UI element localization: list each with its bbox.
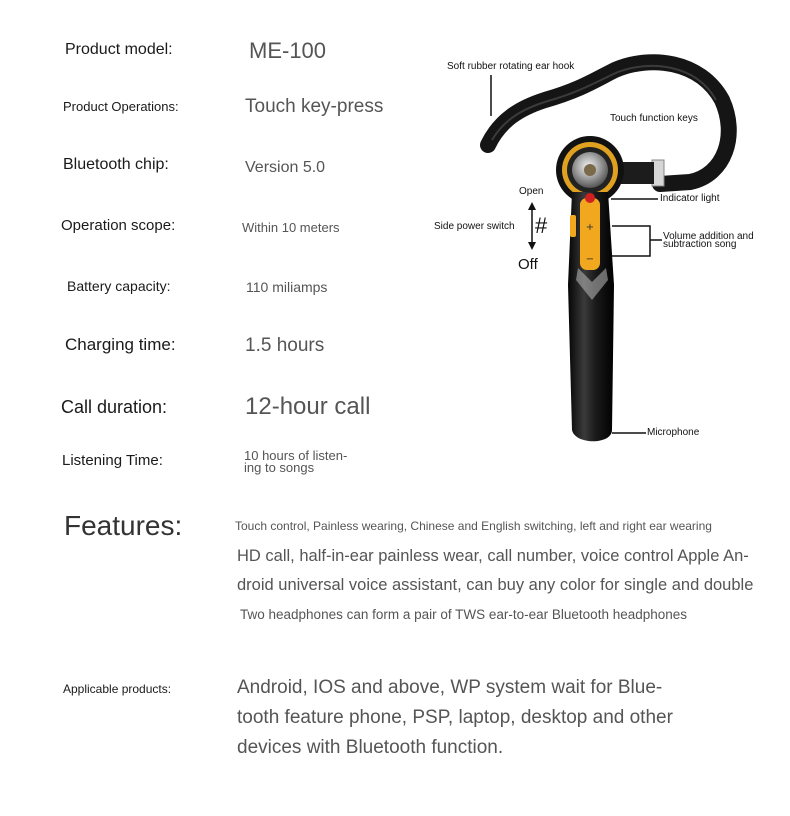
spec-label-call-duration: Call duration: bbox=[61, 397, 168, 417]
spec-value-battery: 110 miliamps bbox=[246, 279, 328, 295]
features-line-4: Two headphones can form a pair of TWS ear-to-ear Bluetooth headphones bbox=[240, 607, 688, 622]
svg-text:−: − bbox=[585, 254, 595, 265]
spec-value-call-duration: 12-hour call bbox=[245, 393, 371, 420]
spec-value-listening-line1: 10 hours of listen- bbox=[244, 448, 348, 463]
callout-side-switch: Side power switch bbox=[434, 221, 515, 232]
callout-ear-hook: Soft rubber rotating ear hook bbox=[447, 61, 575, 72]
spec-value-model: ME-100 bbox=[249, 38, 327, 63]
spec-value-charging: 1.5 hours bbox=[245, 335, 325, 356]
callout-hash: # bbox=[535, 213, 548, 238]
spec-label-listening: Listening Time: bbox=[62, 452, 163, 469]
features-line-3: droid universal voice assistant, can buy any color for single and double bbox=[237, 576, 754, 594]
callout-off: Off bbox=[518, 256, 538, 273]
svg-text:+: + bbox=[585, 222, 595, 233]
callout-volume-line2: subtraction song bbox=[663, 239, 737, 250]
spec-label-bluetooth-chip: Bluetooth chip: bbox=[63, 156, 169, 173]
callout-touch-keys: Touch function keys bbox=[610, 113, 698, 124]
features-line-1: Touch control, Painless wearing, Chinese and English switching, left and right ear wearing bbox=[235, 519, 712, 533]
spec-label-operations: Product Operations: bbox=[63, 99, 179, 114]
callout-microphone: Microphone bbox=[647, 427, 700, 438]
features-heading: Features: bbox=[64, 510, 183, 541]
callout-volume-line1: Volume addition and bbox=[663, 231, 754, 242]
side-power-switch bbox=[570, 215, 576, 237]
spec-value-operations: Touch key-press bbox=[245, 96, 384, 117]
indicator-light bbox=[585, 193, 595, 203]
spec-value-bluetooth-chip: Version 5.0 bbox=[245, 159, 326, 176]
applicable-line-1: Android, IOS and above, WP system wait for Blue- bbox=[237, 677, 663, 698]
spec-value-operation-scope: Within 10 meters bbox=[242, 220, 340, 235]
applicable-line-3: devices with Bluetooth function. bbox=[237, 737, 504, 758]
applicable-label: Applicable products: bbox=[63, 682, 172, 696]
callout-open: Open bbox=[519, 186, 544, 197]
spec-label-model: Product model: bbox=[65, 41, 173, 58]
spec-label-operation-scope: Operation scope: bbox=[61, 217, 176, 234]
callout-indicator: Indicator light bbox=[660, 193, 720, 204]
spec-value-listening-line2: ing to songs bbox=[244, 460, 315, 475]
spec-label-charging: Charging time: bbox=[65, 335, 176, 354]
spec-label-battery: Battery capacity: bbox=[67, 278, 171, 294]
features-line-2: HD call, half-in-ear painless wear, call number, voice control Apple An- bbox=[237, 547, 749, 565]
applicable-line-2: tooth feature phone, PSP, laptop, desktop and other bbox=[237, 707, 673, 728]
